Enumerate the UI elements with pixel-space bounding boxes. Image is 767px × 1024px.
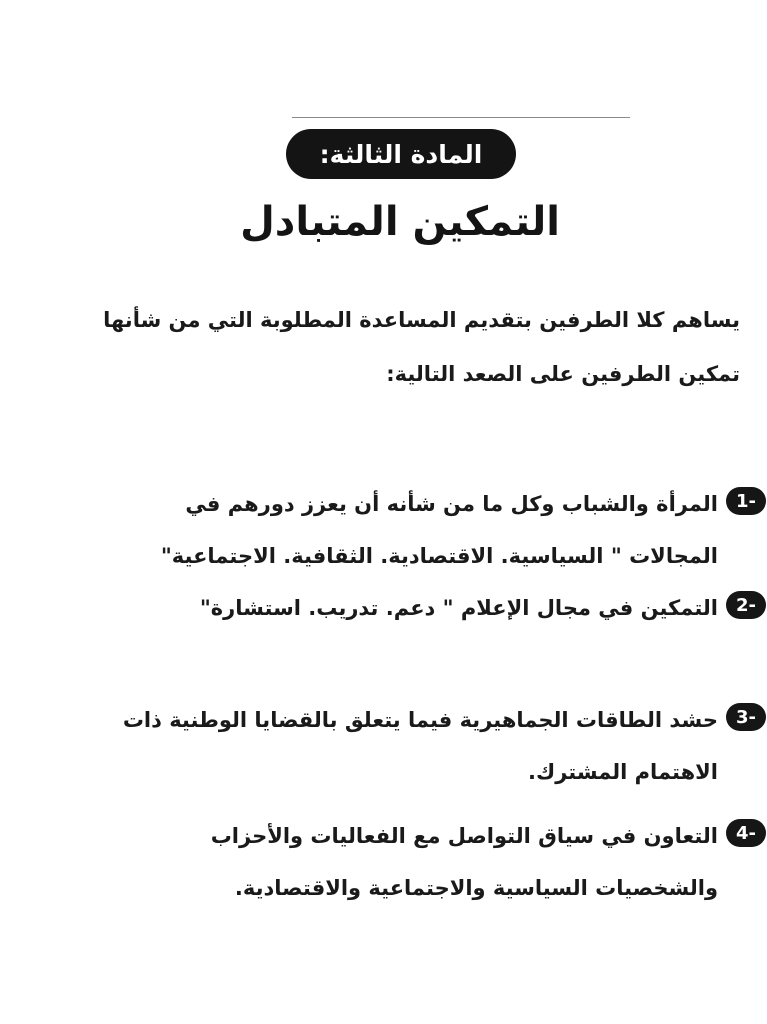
item-text bbox=[20, 694, 718, 798]
item-line-2: المجالات " السياسية. الاقتصادية. الثقافية. الاجتماعية" bbox=[160, 544, 718, 568]
item-number-badge: 1- bbox=[726, 487, 766, 515]
list-item-4 bbox=[20, 810, 766, 914]
item-line-2: والشخصيات السياسية والاجتماعية والاقتصادية. bbox=[234, 876, 718, 900]
top-divider bbox=[292, 117, 630, 118]
item-text bbox=[20, 582, 718, 634]
article-label-pill bbox=[286, 129, 516, 179]
list-item-2 bbox=[20, 582, 766, 634]
list-item-1 bbox=[20, 478, 766, 582]
item-line-1: التعاون في سياق التواصل مع الفعاليات والأحزاب bbox=[210, 824, 718, 848]
intro-line-2: تمكين الطرفين على الصعد التالية: bbox=[386, 362, 740, 386]
item-number-badge: 2- bbox=[726, 591, 766, 619]
page-title: التمكين المتبادل bbox=[240, 199, 560, 245]
article-label: المادة الثالثة: bbox=[319, 139, 483, 169]
intro-line-1: يساهم كلا الطرفين بتقديم المساعدة المطلوبة التي من شأنها bbox=[103, 308, 740, 332]
item-line-1: التمكين في مجال الإعلام " دعم. تدريب. استشارة" bbox=[199, 596, 718, 620]
item-number-badge: 4- bbox=[726, 819, 766, 847]
item-line-1: المرأة والشباب وكل ما من شأنه أن يعزز دورهم في bbox=[185, 492, 718, 516]
item-number-badge: 3- bbox=[726, 703, 766, 731]
intro-paragraph bbox=[28, 293, 740, 401]
item-line-1: حشد الطاقات الجماهيرية فيما يتعلق بالقضايا الوطنية ذات bbox=[122, 708, 718, 732]
item-line-2: الاهتمام المشترك. bbox=[527, 760, 718, 784]
item-text bbox=[20, 810, 718, 914]
item-text bbox=[20, 478, 718, 582]
list-item-3 bbox=[20, 694, 766, 798]
